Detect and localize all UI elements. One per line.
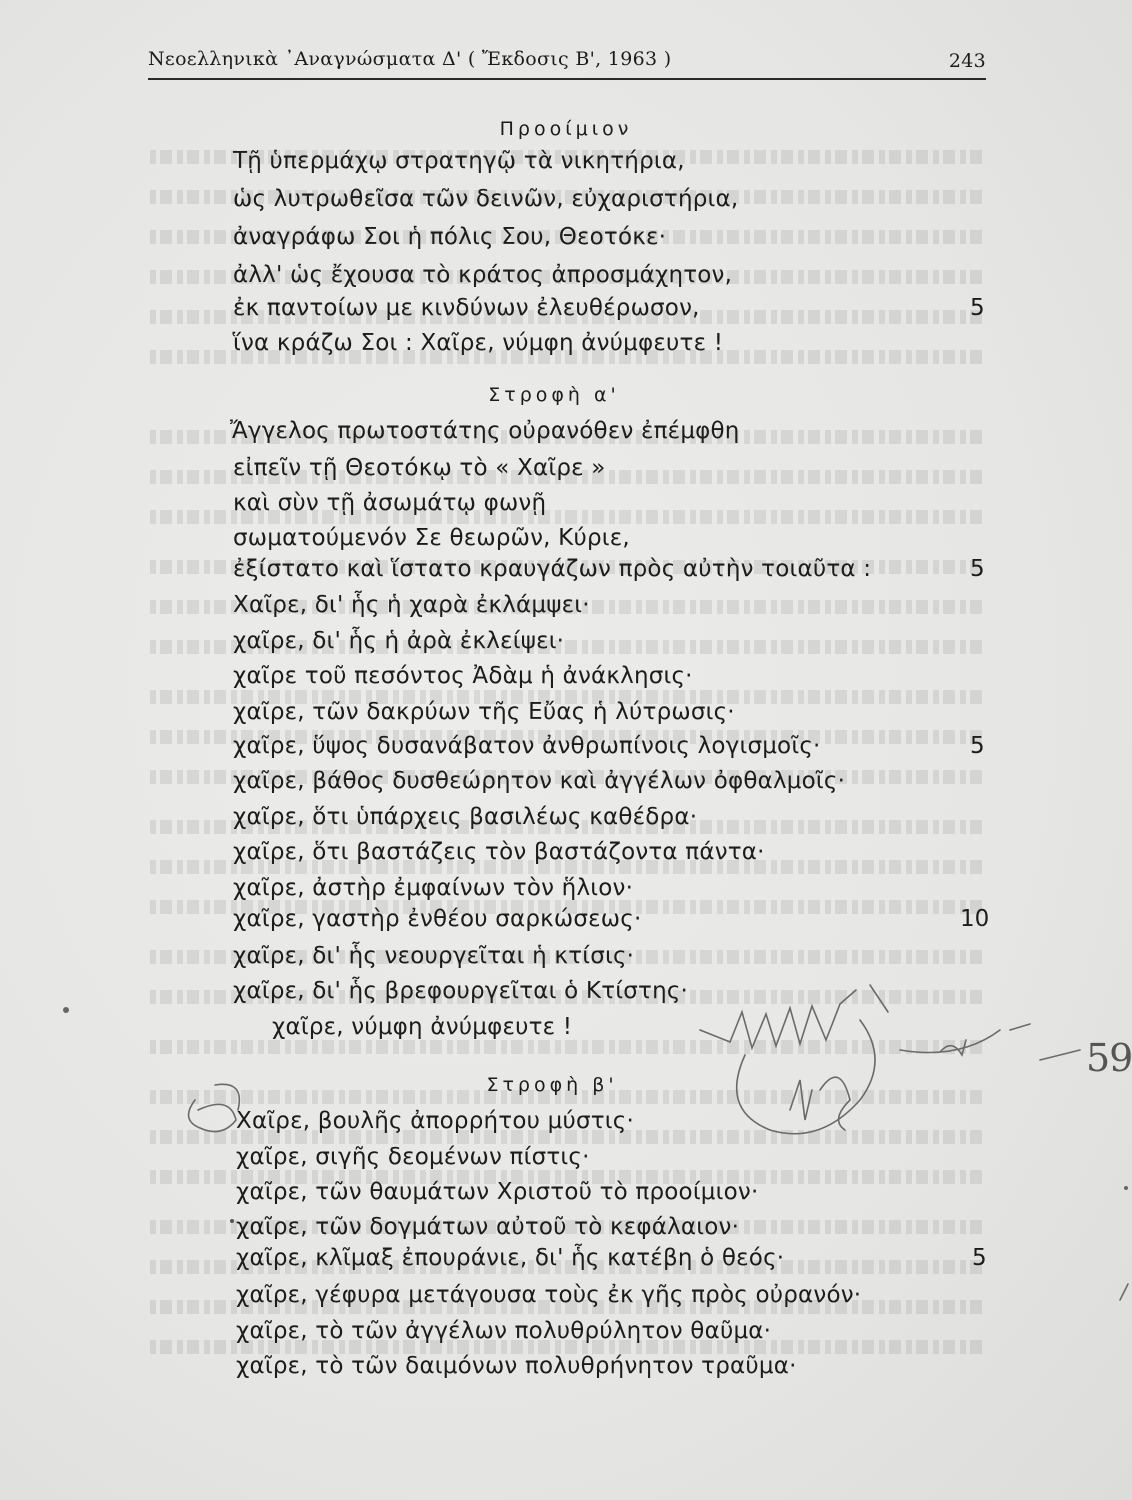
- strophe-a-line-10: χαῖρε, ὕψος δυσανάβατον ἀνθρωπίνοις λογισμοῖς·: [233, 733, 821, 759]
- strophe-a-refrain: χαῖρε, νύμφη ἀνύμφευτε !: [272, 1014, 573, 1040]
- strophe-b-line-2: χαῖρε, σιγῆς δεομένων πίστις·: [236, 1144, 590, 1170]
- prooimion-title: Προοίμιον: [499, 118, 633, 140]
- strophe-b-line-4: χαῖρε, τῶν δογμάτων αὐτοῦ τὸ κεφάλαιον·: [236, 1214, 740, 1240]
- strophe-a-line-8: χαῖρε τοῦ πεσόντος Ἀδὰμ ἡ ἀνάκλησις·: [233, 663, 693, 689]
- line-number: 10: [960, 906, 990, 932]
- strophe-a-line-15: χαῖρε, γαστὴρ ἐνθέου σαρκώσεως·: [233, 906, 642, 932]
- prooimion-line-3: ἀναγράφω Σοι ἡ πόλις Σου, Θεοτόκε·: [233, 224, 667, 250]
- strophe-a-line-3: καὶ σὺν τῇ ἀσωμάτῳ φωνῇ: [233, 490, 547, 516]
- strophe-a-line-2: εἰπεῖν τῇ Θεοτόκῳ τὸ « Χαῖρε »: [233, 455, 606, 481]
- strophe-b-line-8: χαῖρε, τὸ τῶν δαιμόνων πολυθρήνητον τραῦμα·: [236, 1353, 797, 1379]
- strophe-a-line-11: χαῖρε, βάθος δυσθεώρητον καὶ ἀγγέλων ὀφθαλμοῖς·: [233, 768, 846, 794]
- strophe-a-line-9: χαῖρε, τῶν δακρύων τῆς Εὔας ἡ λύτρωσις·: [233, 699, 735, 725]
- prooimion-line-4: ἀλλ' ὡς ἔχουσα τὸ κράτος ἀπροσμάχητον,: [233, 262, 733, 288]
- line-number: 5: [970, 733, 985, 759]
- margin-note: 59: [1086, 1036, 1132, 1080]
- strophe-a-title: Στροφὴ α': [488, 384, 620, 406]
- page-number: 243: [948, 50, 986, 72]
- strophe-a-line-13: χαῖρε, ὅτι βαστάζεις τὸν βαστάζοντα πάντα·: [233, 839, 765, 865]
- strophe-b-title: Στροφὴ β': [486, 1074, 618, 1096]
- strophe-a-line-1: Ἄγγελος πρωτοστάτης οὐρανόθεν ἐπέμφθη: [230, 418, 740, 444]
- strophe-b-line-1: Χαῖρε, βουλῆς ἀπορρήτου μύστις·: [236, 1108, 634, 1134]
- running-title: Νεοελληνικὰ ᾿Αναγνώσματα Δ' ( Ἔκδοσις Β', 1963 ): [148, 48, 672, 70]
- prooimion-line-6: ἵνα κράζω Σοι : Χαῖρε, νύμφη ἀνύμφευτε !: [233, 330, 724, 356]
- prooimion-line-1: Τῇ ὑπερμάχῳ στρατηγῷ τὰ νικητήρια,: [233, 148, 685, 174]
- prooimion-line-5: ἐκ παντοίων με κινδύνων ἐλευθέρωσον,: [233, 295, 700, 321]
- strophe-a-line-6: Χαῖρε, δι' ἧς ἡ χαρὰ ἐκλάμψει·: [233, 592, 590, 618]
- prooimion-line-2: ὡς λυτρωθεῖσα τῶν δεινῶν, εὐχαριστήρια,: [233, 186, 739, 212]
- line-number: 5: [970, 295, 985, 321]
- strophe-b-line-6: χαῖρε, γέφυρα μετάγουσα τοὺς ἐκ γῆς πρὸς οὐρανόν·: [236, 1282, 862, 1308]
- line-number: 5: [972, 1245, 987, 1271]
- strophe-a-line-4: σωματούμενόν Σε θεωρῶν, Κύριε,: [233, 525, 630, 551]
- strophe-a-line-7: χαῖρε, δι' ἧς ἡ ἀρὰ ἐκλείψει·: [233, 628, 565, 654]
- strophe-b-line-7: χαῖρε, τὸ τῶν ἀγγέλων πολυθρύλητον θαῦμα·: [236, 1318, 772, 1344]
- strophe-b-line-3: χαῖρε, τῶν θαυμάτων Χριστοῦ τὸ προοίμιον·: [236, 1179, 759, 1205]
- strophe-a-line-17: χαῖρε, δι' ἧς βρεφουργεῖται ὁ Κτίστης·: [233, 978, 689, 1004]
- strophe-a-line-5: ἐξίστατο καὶ ἵστατο κραυγάζων πρὸς αὐτὴν τοιαῦτα :: [233, 556, 872, 582]
- strophe-a-line-16: χαῖρε, δι' ἧς νεουργεῖται ἡ κτίσις·: [233, 943, 635, 969]
- strophe-b-line-5: χαῖρε, κλῖμαξ ἐπουράνιε, δι' ἧς κατέβη ὁ θεός·: [236, 1245, 785, 1271]
- line-number: 5: [970, 556, 985, 582]
- strophe-a-line-12: χαῖρε, ὅτι ὑπάρχεις βασιλέως καθέδρα·: [233, 804, 698, 830]
- strophe-a-line-14: χαῖρε, ἀστὴρ ἐμφαίνων τὸν ἥλιον·: [233, 875, 634, 901]
